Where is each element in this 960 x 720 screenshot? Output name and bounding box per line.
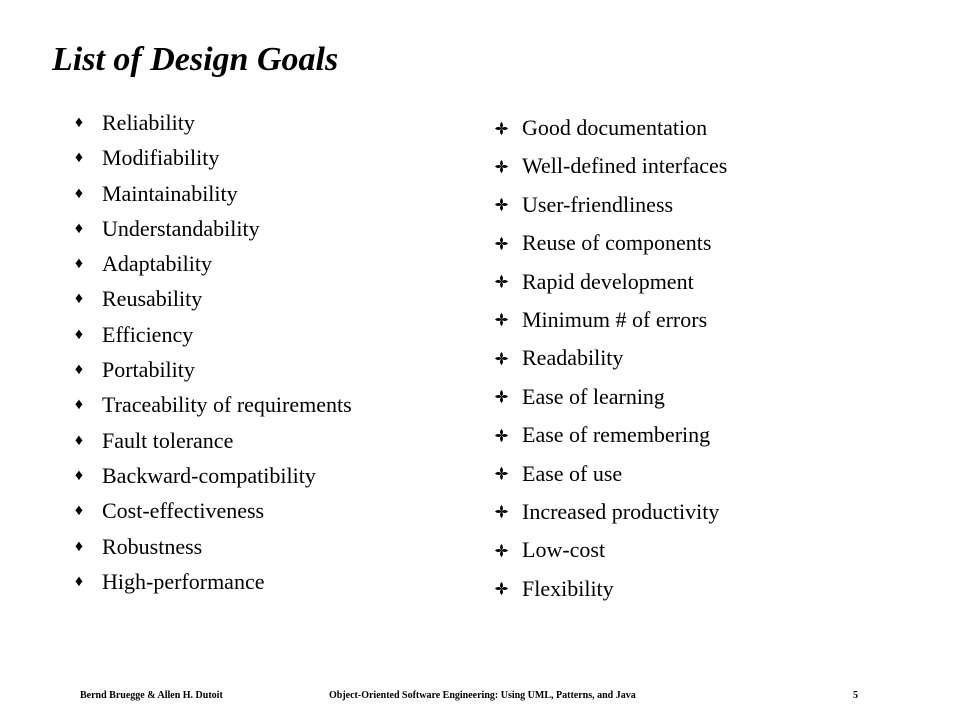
list-item-text: Reusability (102, 286, 203, 312)
list-item (72, 356, 352, 391)
diamond-icon: ♦ (74, 290, 84, 308)
list-item-text: Maintainability (102, 180, 238, 206)
list-item (72, 250, 352, 285)
list-item-text: Good documentation (522, 115, 708, 140)
list-item (492, 498, 727, 536)
list-item (72, 285, 352, 320)
four-petal-icon (494, 421, 508, 449)
four-petal-icon (494, 152, 508, 180)
four-petal-icon (494, 498, 508, 526)
design-goals-list-left (72, 109, 352, 603)
list-item-text: Efficiency (102, 321, 194, 347)
list-item (72, 321, 352, 356)
diamond-icon: ♦ (74, 466, 84, 484)
four-petal-icon (494, 460, 508, 488)
list-item (492, 575, 727, 613)
list-item-text: Low-cost (522, 537, 606, 563)
list-item (72, 533, 352, 568)
footer-authors: Bernd Bruegge & Allen H. Dutoit (80, 690, 223, 701)
diamond-icon: ♦ (74, 537, 84, 555)
diamond-icon: ♦ (74, 572, 84, 590)
four-petal-icon (494, 191, 508, 219)
footer-page-number: 5 (853, 690, 858, 701)
list-item (72, 180, 352, 215)
list-item (492, 152, 727, 190)
diamond-icon: ♦ (74, 431, 84, 449)
list-item-text: High-performance (102, 568, 265, 594)
list-item-text: Ease of learning (522, 383, 665, 409)
list-item (492, 383, 727, 421)
design-goals-list-right (492, 114, 727, 613)
list-item (492, 114, 727, 152)
list-item-text: Backward-compatibility (102, 462, 316, 488)
list-item-text: Cost-effectiveness (102, 498, 265, 524)
list-item (492, 191, 727, 229)
list-item (72, 144, 352, 179)
list-item-text: Portability (102, 357, 195, 383)
diamond-icon: ♦ (74, 361, 84, 379)
list-item-text: Adaptability (102, 251, 212, 277)
list-item-text: Traceability of requirements (102, 392, 352, 418)
diamond-icon: ♦ (74, 219, 84, 237)
four-petal-icon (494, 344, 508, 372)
list-item (492, 536, 727, 574)
list-item (72, 462, 352, 497)
list-item (492, 344, 727, 382)
list-item (492, 460, 727, 498)
list-item (492, 268, 727, 306)
four-petal-icon (494, 229, 508, 257)
slide-title: List of Design Goals (52, 41, 339, 78)
four-petal-icon (494, 114, 508, 142)
four-petal-icon (494, 536, 508, 564)
diamond-icon: ♦ (74, 502, 84, 520)
list-item (72, 427, 352, 462)
list-item-text: Robustness (102, 533, 203, 559)
list-item (492, 421, 727, 459)
list-item-text: Ease of remembering (522, 422, 711, 448)
list-item-text: Readability (522, 345, 624, 371)
list-item-text: Minimum # of errors (522, 306, 708, 332)
list-item (72, 109, 352, 144)
list-item-text: Well-defined interfaces (522, 153, 728, 179)
list-item-text: User-friendliness (522, 191, 674, 217)
four-petal-icon (494, 575, 508, 603)
diamond-icon: ♦ (74, 396, 84, 414)
list-item (72, 215, 352, 250)
list-item-text: Increased productivity (522, 498, 720, 524)
list-item-text: Flexibility (522, 575, 614, 601)
diamond-icon: ♦ (74, 149, 84, 167)
list-item (72, 497, 352, 532)
list-item (492, 229, 727, 267)
list-item-text: Understandability (102, 215, 260, 241)
list-item (72, 568, 352, 603)
list-item-text: Ease of use (522, 460, 623, 486)
diamond-icon: ♦ (74, 114, 84, 131)
four-petal-icon (494, 306, 508, 334)
list-item-text: Reuse of components (522, 230, 712, 256)
list-item-text: Reliability (102, 110, 195, 135)
list-item-text: Rapid development (522, 268, 694, 294)
list-item (72, 391, 352, 426)
diamond-icon: ♦ (74, 255, 84, 273)
list-item-text: Modifiability (102, 145, 220, 171)
diamond-icon: ♦ (74, 184, 84, 202)
four-petal-icon (494, 383, 508, 411)
diamond-icon: ♦ (74, 325, 84, 343)
list-item-text: Fault tolerance (102, 427, 234, 453)
list-item (492, 306, 727, 344)
footer-book-title: Object-Oriented Software Engineering: Using UML, Patterns, and Java (329, 690, 636, 701)
four-petal-icon (494, 268, 508, 296)
